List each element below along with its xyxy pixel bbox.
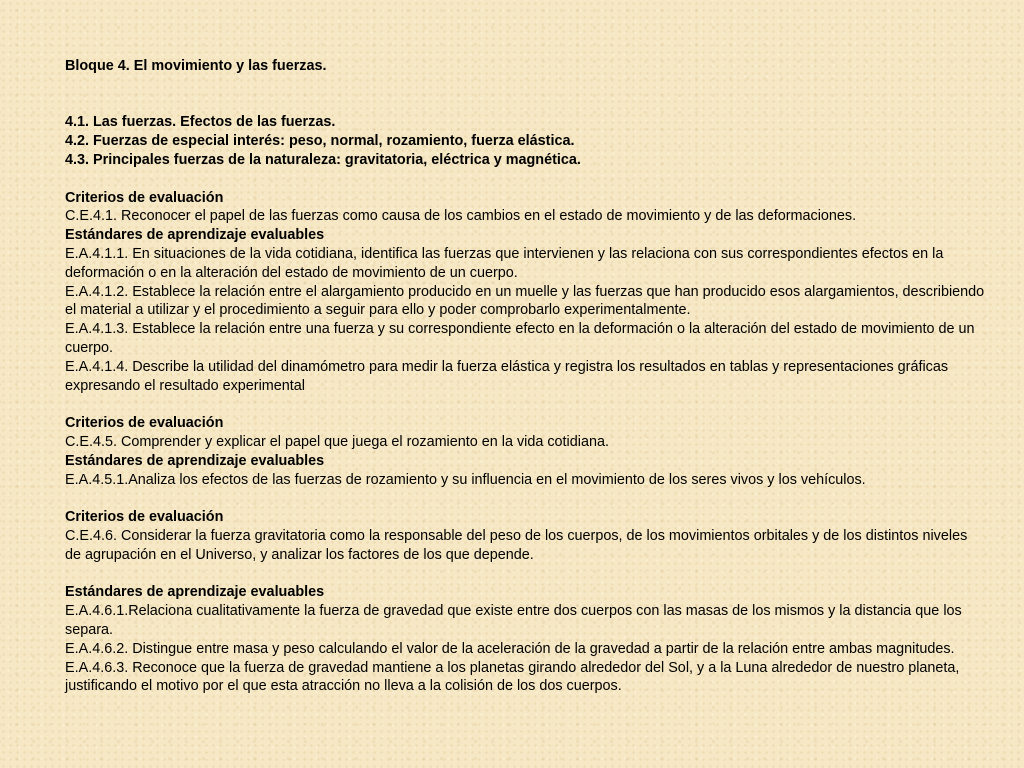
standard-item: E.A.4.1.2. Establece la relación entre el alargamiento producido en un muelle y las fuerzas que han producido esos alargamientos, describiendo el material a utilizar y el procedimiento a seguir para ello y poder comprobarlo experimentalmente. [65, 283, 985, 319]
standard-item: E.A.4.6.1.Relaciona cualitativamente la fuerza de gravedad que existe entre dos cuerpos con las masas de los mismos y la distancia que los separa. [65, 603, 962, 638]
topic-item: 4.2. Fuerzas de especial interés: peso, normal, rozamiento, fuerza elástica. [65, 133, 575, 150]
slide-content [65, 57, 985, 696]
criterion-text: C.E.4.6. Considerar la fuerza gravitatoria como la responsable del peso de los cuerpos, de los movimientos orbitales y de los distintos niveles de agrupación en el Universo, y analizar los factores de los que depende. [65, 527, 968, 563]
standards-block-4-6 [65, 583, 985, 696]
standard-item: E.A.4.6.3. Reconoce que la fuerza de gravedad mantiene a los planetas girando alrededor del Sol, y a la Luna alrededor de nuestro planeta, justificando el motivo por el que esta atracción no lleva a la colisión de los dos cuerpos. [65, 659, 960, 695]
criteria-heading: Criterios de evaluación [65, 415, 224, 432]
slide-title: Bloque 4. El movimiento y las fuerzas. [65, 58, 327, 74]
standards-heading: Estándares de aprendizaje evaluables [65, 227, 325, 244]
criteria-block-4-6 [65, 508, 985, 564]
criterion-text: C.E.4.1. Reconocer el papel de las fuerzas como causa de los cambios en el estado de movimiento y de las deformaciones. [65, 208, 857, 225]
criteria-heading: Criterios de evaluación [65, 189, 224, 206]
standard-item: E.A.4.1.1. En situaciones de la vida cotidiana, identifica las fuerzas que intervienen y las relaciona con sus correspondientes efectos en la deformación o en la alteración del estado de movimiento de un cuerpo. [65, 245, 944, 281]
topic-item: 4.1. Las fuerzas. Efectos de las fuerzas. [65, 114, 336, 131]
criteria-heading: Criterios de evaluación [65, 509, 224, 526]
standard-item: E.A.4.1.4. Describe la utilidad del dinamómetro para medir la fuerza elástica y registra los resultados en tablas y representaciones gráficas expresando el resultado experimental [65, 358, 949, 394]
standard-item: E.A.4.5.1.Analiza los efectos de las fuerzas de rozamiento y su influencia en el movimiento de los seres vivos y los vehículos. [65, 471, 866, 488]
topic-item: 4.3. Principales fuerzas de la naturaleza: gravitatoria, eléctrica y magnética. [65, 151, 581, 168]
criterion-text: C.E.4.5. Comprender y explicar el papel que juega el rozamiento en la vida cotidiana. [65, 433, 609, 450]
standard-item: E.A.4.1.3. Establece la relación entre una fuerza y su correspondiente efecto en la deformación o la alteración del estado de movimiento de un cuerpo. [65, 321, 975, 356]
topic-list [65, 113, 985, 169]
criteria-block-4-1 [65, 189, 985, 396]
standard-item: E.A.4.6.2. Distingue entre masa y peso calculando el valor de la aceleración de la gravedad a partir de la relación entre ambas magnitudes. [65, 640, 955, 657]
standards-heading: Estándares de aprendizaje evaluables [65, 452, 325, 469]
standards-heading: Estándares de aprendizaje evaluables [65, 584, 325, 601]
criteria-block-4-5 [65, 414, 985, 489]
